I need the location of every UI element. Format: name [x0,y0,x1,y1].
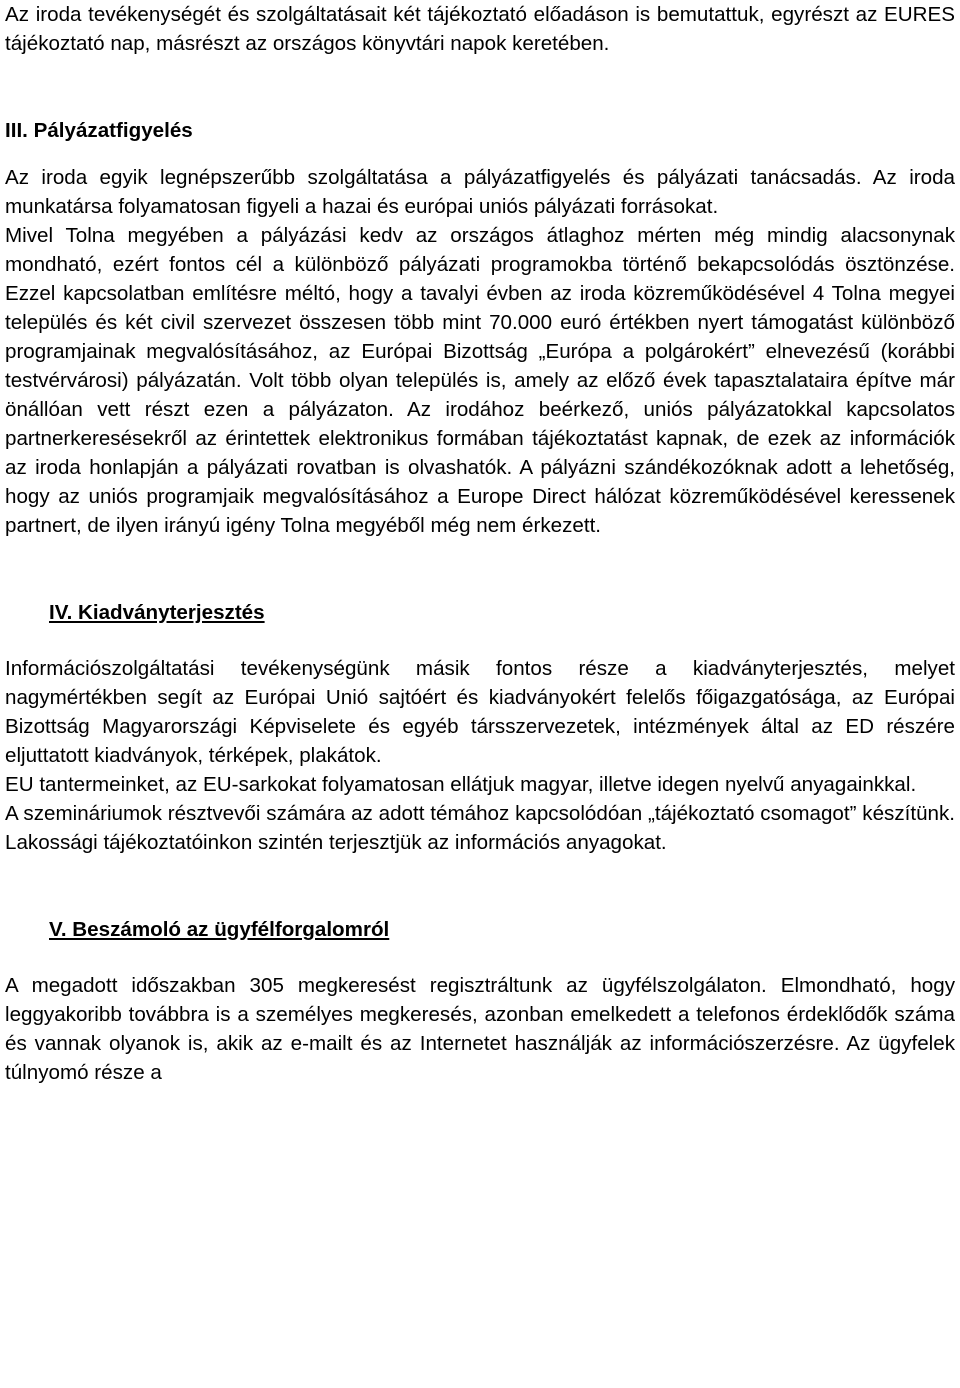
section-4-paragraph-2: EU tantermeinket, az EU-sarkokat folyamatosan ellátjuk magyar, illetve idegen nyelvű anyagainkkal. [5,773,917,796]
section-5-heading: V. Beszámoló az ügyfélforgalomról [49,918,390,941]
document-page [5,0,955,1087]
section-5-paragraph-1: A megadott időszakban 305 megkeresést regisztráltunk az ügyfélszolgálaton. Elmondható, hogy leggyakoribb továbbra is a személyes megkeresés, azonban emelkedett a telefonos érdeklődők száma és vannak olyanok is, akik az e-mailt és az Internetet használják az információszerzésre. Az ügyfelek túlnyomó része a [5,974,955,1084]
spacer [5,857,955,915]
section-3-paragraph-1: Az iroda egyik legnépszerűbb szolgáltatása a pályázatfigyelés és pályázati tanácsadás. Az iroda munkatársa folyamatosan figyeli a hazai és európai uniós pályázati forrásokat. [5,166,955,218]
spacer [5,145,955,163]
section-3-heading: III. Pályázatfigyelés [5,119,193,142]
intro-paragraph: Az iroda tevékenységét és szolgáltatásait két tájékoztató előadáson is bemutattuk, egyrészt az EURES tájékoztató nap, másrészt az országos könyvtári napok keretében. [5,3,955,55]
spacer [5,627,955,654]
section-3-paragraph-2: Mivel Tolna megyében a pályázási kedv az országos átlaghoz mérten még mindig alacsonynak mondható, ezért fontos cél a különböző pályázati programokba történő bekapcsolódás ösztönzése. Ezzel kapcsolatban említésre méltó, hogy a tavalyi évben az iroda közreműködésével 4 Tolna megyei település és két civil szervezet összesen több mint 70.000 euró értékben nyert támogatást különböző programjainak megvalósításához, az Európai Bizottság „Európa a polgárokért” elnevezésű (korábbi testvérvárosi) pályázatán. Volt több olyan település is, amely az előző évek tapasztalataira építve már önállóan vett részt ezen a pályázaton. Az irodához beérkező, uniós pályázatokkal kapcsolatos partnerkeresésekről az érintettek elektronikus formában tájékoztatást kapnak, de ezek az információk az iroda honlapján a pályázati rovatban is olvashatók. A pályázni szándékozóknak adott a lehetőség, hogy az uniós programjaik megvalósításához a Europe Direct hálózat közreműködésével keressenek partnert, de ilyen irányú igény Tolna megyéből még nem érkezett. [5,224,955,537]
spacer [5,944,955,971]
spacer [5,58,955,116]
section-4-paragraph-1: Információszolgáltatási tevékenységünk másik fontos része a kiadványterjesztés, melyet nagymértékben segít az Európai Unió sajtóért és kiadványokért felelős főigazgatósága, az Európai Bizottság Magyarországi Képviselete és egyéb társszervezetek, intézmények által az ED részére eljuttatott kiadványok, térképek, plakátok. [5,657,955,767]
section-4-heading: IV. Kiadványterjesztés [49,601,265,624]
spacer [5,540,955,598]
section-4-paragraph-3: A szemináriumok résztvevői számára az adott témához kapcsolódóan „tájékoztató csomagot” készítünk. Lakossági tájékoztatóinkon szintén terjesztjük az információs anyagokat. [5,802,955,854]
